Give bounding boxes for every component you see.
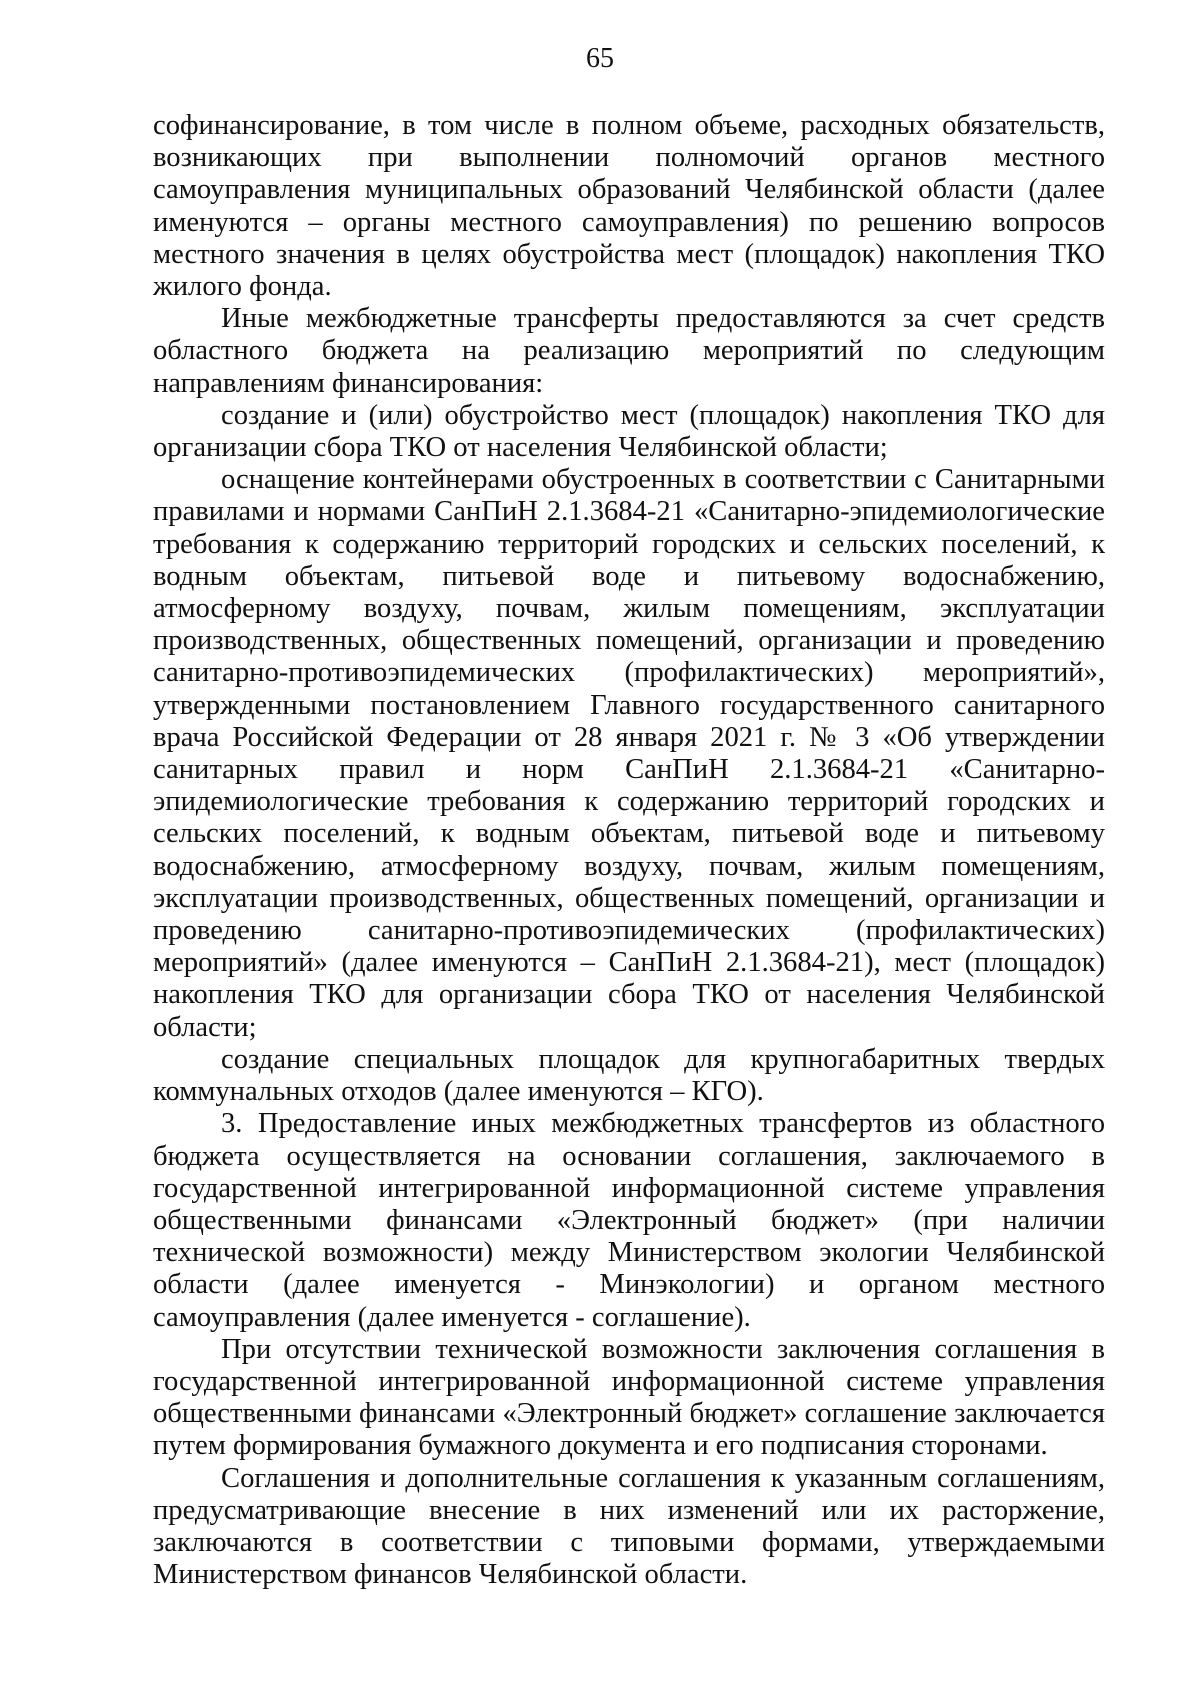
document-body	[153, 110, 1105, 1591]
paragraph-container-equipping: оснащение контейнерами обустроенных в соответствии с Санитарными правилами и нормами СанПиН 2.1.3684-21 «Санитарно-эпидемиологические требования к содержанию территорий городских и сельских поселений, к водным объектам, питьевой воде и питьевому водоснабжению, атмосферному воздуху, почвам, жилым помещениям, эксплуатации производственных, общественных помещений, организации и проведению санитарно-противоэпидемических (профилактических) мероприятий», утвержденными постановлением Главного государственного санитарного врача Российской Федерации от 28 января 2021 г. № 3 «Об утверждении санитарных правил и норм СанПиН 2.1.3684-21 «Санитарно-эпидемиологические требования к содержанию территорий городских и сельских поселений, к водным объектам, питьевой воде и питьевому водоснабжению, атмосферному воздуху, почвам, жилым помещениям, эксплуатации производственных, общественных помещений, организации и проведению санитарно-противоэпидемических (профилактических) мероприятий» (далее именуются – СанПиН 2.1.3684-21), мест (площадок) накопления ТКО для организации сбора ТКО от населения Челябинской области;	[153, 464, 1105, 1043]
page-number: 65	[586, 43, 614, 74]
paragraph-cofinancing: софинансирование, в том числе в полном объеме, расходных обязательств, возникающих при выполнении полномочий органов местного самоуправления муниципальных образований Челябинской области (далее именуются – органы местного самоуправления) по решению вопросов местного значения в целях обустройства мест (площадок) накопления ТКО жилого фонда.	[153, 110, 1105, 303]
paragraph-paper-agreement: При отсутствии технической возможности заключения соглашения в государственной интегрированной информационной системе управления общественными финансами «Электронный бюджет» соглашение заключается путем формирования бумажного документа и его подписания сторонами.	[153, 1333, 1105, 1462]
paragraph-section-3: 3. Предоставление иных межбюджетных трансфертов из областного бюджета осуществляется на основании соглашения, заключаемого в государственной интегрированной информационной системе управления общественными финансами «Электронный бюджет» (при наличии технической возможности) между Министерством экологии Челябинской области (далее именуется - Минэкологии) и органом местного самоуправления (далее именуется - соглашение).	[153, 1108, 1105, 1333]
paragraph-transfers-intro: Иные межбюджетные трансферты предоставляются за счет средств областного бюджета на реализацию мероприятий по следующим направлениям финансирования:	[153, 303, 1105, 399]
paragraph-typical-forms: Соглашения и дополнительные соглашения к указанным соглашениям, предусматривающие внесение в них изменений или их расторжение, заключаются в соответствии с типовыми формами, утверждаемыми Министерством финансов Челябинской области.	[153, 1462, 1105, 1591]
paragraph-kgo-sites: создание специальных площадок для крупногабаритных твердых коммунальных отходов (далее именуются – КГО).	[153, 1043, 1105, 1108]
paragraph-sites-creation: создание и (или) обустройство мест (площадок) накопления ТКО для организации сбора ТКО от населения Челябинской области;	[153, 399, 1105, 464]
